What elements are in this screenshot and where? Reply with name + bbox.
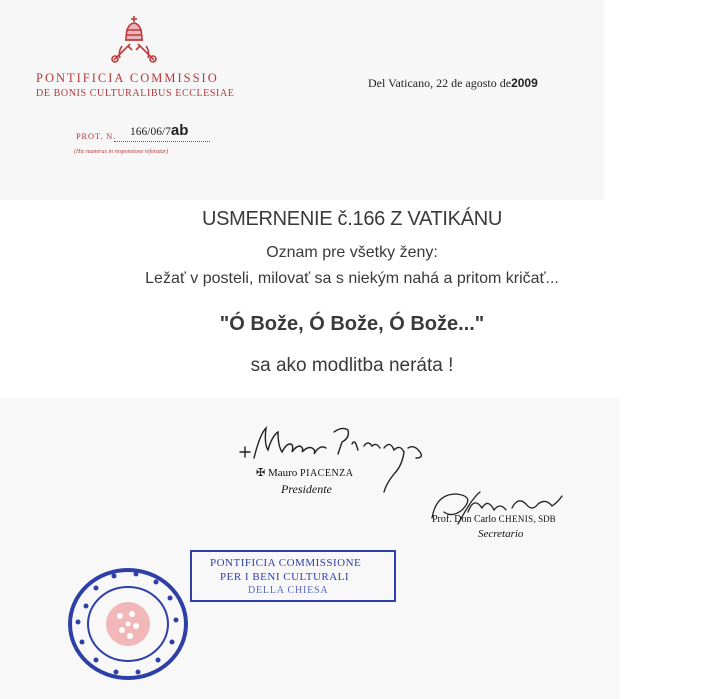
secretary-suffix: , SDB — [533, 514, 556, 524]
secretary-title: Secretario — [478, 528, 524, 540]
dateline-year: 2009 — [511, 76, 538, 90]
secretary-surname: CHENIS — [498, 514, 534, 524]
prot-suffix: ab — [170, 122, 189, 139]
document-heading: USMERNENIE č.166 Z VATIKÁNU — [201, 208, 503, 230]
org-name-line2: DE BONIS CULTURALIBUS ECCLESIAE — [36, 88, 235, 99]
org-name-line1: PONTIFICIA COMMISSIO — [36, 71, 219, 85]
dateline-text: Del Vaticano, 22 de agosto de — [368, 76, 512, 90]
prot-number-value: 166/06/7 — [130, 126, 171, 138]
secretary-name — [432, 514, 556, 525]
round-seal-icon — [66, 566, 190, 682]
message-quote: "Ó Bože, Ó Bože, Ó Bože..." — [219, 313, 485, 335]
stamp-line-3: DELLA CHIESA — [248, 585, 329, 596]
prot-label: PROT. N. — [76, 131, 117, 141]
stamp-line-2: PER I BENI CULTURALI — [220, 571, 350, 583]
message-line-2: Ležať v posteli, milovať sa s niekým nahá a pritom kričať... — [145, 270, 559, 287]
president-signature — [234, 414, 430, 498]
dateline — [368, 76, 538, 91]
president-title: Presidente — [281, 482, 332, 496]
message-line-3: sa ako modlitba neráta ! — [250, 355, 454, 376]
letterhead-background — [0, 0, 604, 200]
rectangular-stamp — [190, 550, 396, 602]
prot-number — [130, 122, 188, 139]
prot-note: (Hic numerus in responsione referatur) — [74, 149, 169, 155]
secretary-name-prefix: Prof. Don Carlo — [432, 514, 499, 525]
message-line-1: Oznam pre všetky ženy: — [266, 244, 438, 261]
president-surname: PIACENZA — [300, 468, 354, 479]
stamp-line-1: PONTIFICIA COMMISSIONE — [210, 557, 362, 569]
president-name-prefix: ✠ Mauro — [256, 467, 301, 479]
president-name — [256, 466, 354, 479]
coat-of-arms-icon — [108, 14, 160, 64]
prot-underline — [114, 141, 210, 142]
